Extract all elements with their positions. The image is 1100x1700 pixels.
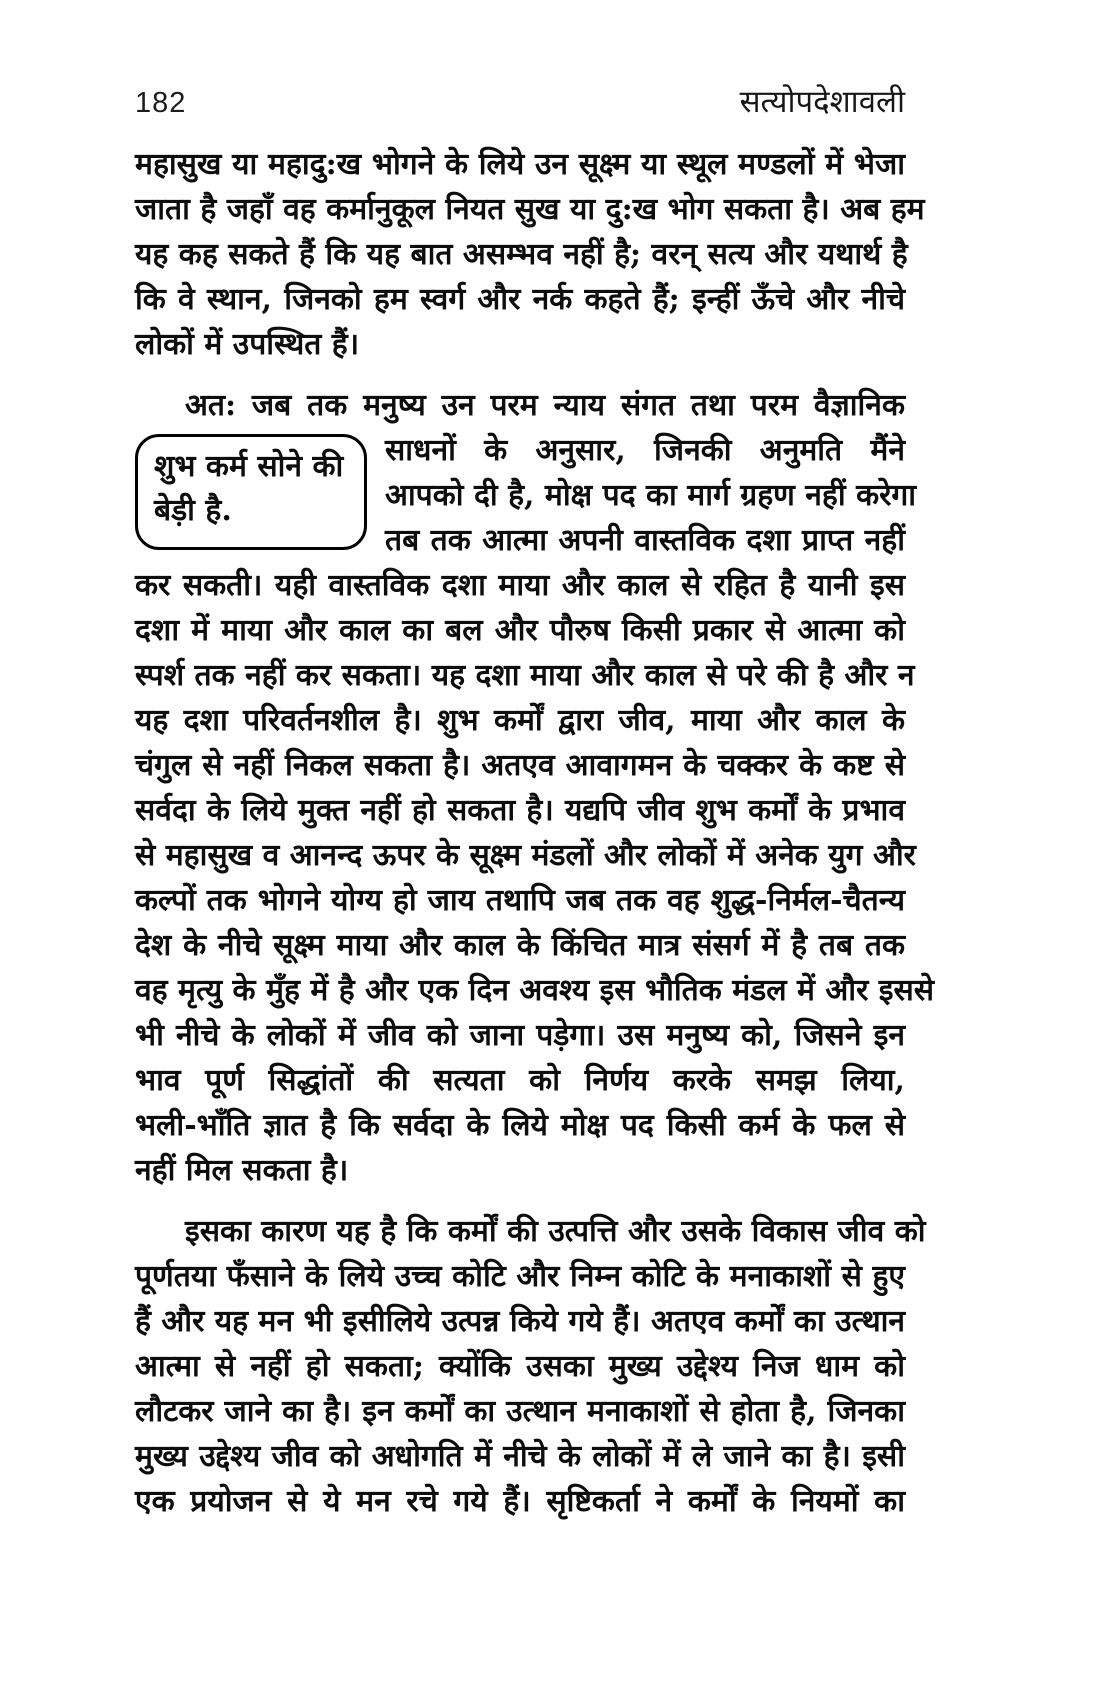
text-line: स्पर्श तक नहीं कर सकता। यह दशा माया और काल से परे की है और न bbox=[135, 658, 915, 693]
text-line: चंगुल से नहीं निकल सकता है। अतएव आवागमन के चक्कर के कष्ट से bbox=[135, 748, 905, 783]
text-line: यह कह सकते हैं कि यह बात असम्भव नहीं है; वरन् सत्य और यथार्थ है bbox=[135, 237, 908, 272]
text-line: आत्मा से नहीं हो सकता; क्योंकि उसका मुख्य उद्देश्य निज धाम को bbox=[135, 1349, 905, 1384]
text-line: एक प्रयोजन से ये मन रचे गये हैं। सृष्टिकर्ता ने कर्मों के नियमों का bbox=[135, 1484, 905, 1519]
text-line: तब तक आत्मा अपनी वास्तविक दशा प्राप्त नहीं bbox=[385, 523, 905, 558]
callout-column bbox=[135, 428, 385, 550]
text-line: इसका कारण यह है कि कर्मों की उत्पत्ति और उसके विकास जीव को bbox=[185, 1214, 926, 1249]
text-line: नहीं मिल सकता है। bbox=[135, 1153, 349, 1188]
text-line: भली-भाँति ज्ञात है कि सर्वदा के लिये मोक्ष पद किसी कर्म के फल से bbox=[135, 1108, 905, 1143]
text-line: लौटकर जाने का है। इन कर्मों का उत्थान मनाकाशों से होता है, जिनका bbox=[135, 1394, 905, 1429]
book-title: सत्योपदेशावली bbox=[739, 84, 905, 120]
text-line: कि वे स्थान, जिनको हम स्वर्ग और नर्क कहते हैं; इन्हीं ऊँचे और नीचे bbox=[135, 282, 905, 317]
callout-box bbox=[135, 434, 367, 550]
text-line: कल्पों तक भोगने योग्य हो जाय तथापि जब तक वह शुद्ध-निर्मल-चैतन्य bbox=[135, 883, 905, 918]
text-line: वह मृत्यु के मुँह में है और एक दिन अवश्य इस भौतिक मंडल में और इससे bbox=[135, 973, 935, 1008]
text-line: यह दशा परिवर्तनशील है। शुभ कर्मों द्वारा जीव, माया और काल के bbox=[135, 703, 905, 738]
wrapped-text-column bbox=[385, 428, 917, 563]
text-line: लोकों में उपस्थित हैं। bbox=[135, 327, 360, 362]
text-line: सर्वदा के लिये मुक्त नहीं हो सकता है। यद्यपि जीव शुभ कर्मों के प्रभाव bbox=[135, 793, 905, 828]
page-header bbox=[135, 80, 905, 122]
text-line: पूर्णतया फँसाने के लिये उच्च कोटि और निम्न कोटि के मनाकाशों से हुए bbox=[135, 1259, 905, 1294]
text-line: भाव पूर्ण सिद्धांतों की सत्यता को निर्णय करके समझ लिया, bbox=[135, 1063, 905, 1098]
text-line: से महासुख व आनन्द ऊपर के सूक्ष्म मंडलों और लोकों में अनेक युग और bbox=[135, 838, 916, 873]
text-line: कर सकती। यही वास्तविक दशा माया और काल से रहित है यानी इस bbox=[135, 568, 905, 603]
body-text bbox=[135, 142, 935, 1524]
text-line: भी नीचे के लोकों में जीव को जाना पड़ेगा। उस मनुष्य को, जिसने इन bbox=[135, 1018, 905, 1053]
text-line: दशा में माया और काल का बल और पौरुष किसी प्रकार से आत्मा को bbox=[135, 613, 905, 648]
text-line: महासुख या महादु:ख भोगने के लिये उन सूक्ष्म या स्थूल मण्डलों में भेजा bbox=[135, 147, 905, 182]
callout-wrap-row bbox=[135, 428, 917, 563]
callout-text-line: बेड़ी है. bbox=[154, 493, 232, 528]
text-line: देश के नीचे सूक्ष्म माया और काल के किंचित मात्र संसर्ग में है तब तक bbox=[135, 928, 905, 963]
page-number: 182 bbox=[135, 87, 187, 119]
text-line: जाता है जहाँ वह कर्मानुकूल नियत सुख या दु:ख भोग सकता है। अब हम bbox=[135, 192, 925, 227]
callout-text-line: शुभ कर्म सोने की bbox=[154, 449, 344, 484]
text-line: अत: जब तक मनुष्य उन परम न्याय संगत तथा परम वैज्ञानिक bbox=[185, 388, 905, 423]
text-line: मुख्य उद्देश्य जीव को अधोगति में नीचे के लोकों में ले जाने का है। इसी bbox=[135, 1439, 905, 1474]
text-line: हैं और यह मन भी इसीलिये उत्पन्न किये गये हैं। अतएव कर्मों का उत्थान bbox=[135, 1304, 906, 1339]
text-line: आपको दी है, मोक्ष पद का मार्ग ग्रहण नहीं करेगा bbox=[385, 478, 917, 513]
text-line: साधनों के अनुसार, जिनकी अनुमति मैंने bbox=[385, 433, 905, 468]
